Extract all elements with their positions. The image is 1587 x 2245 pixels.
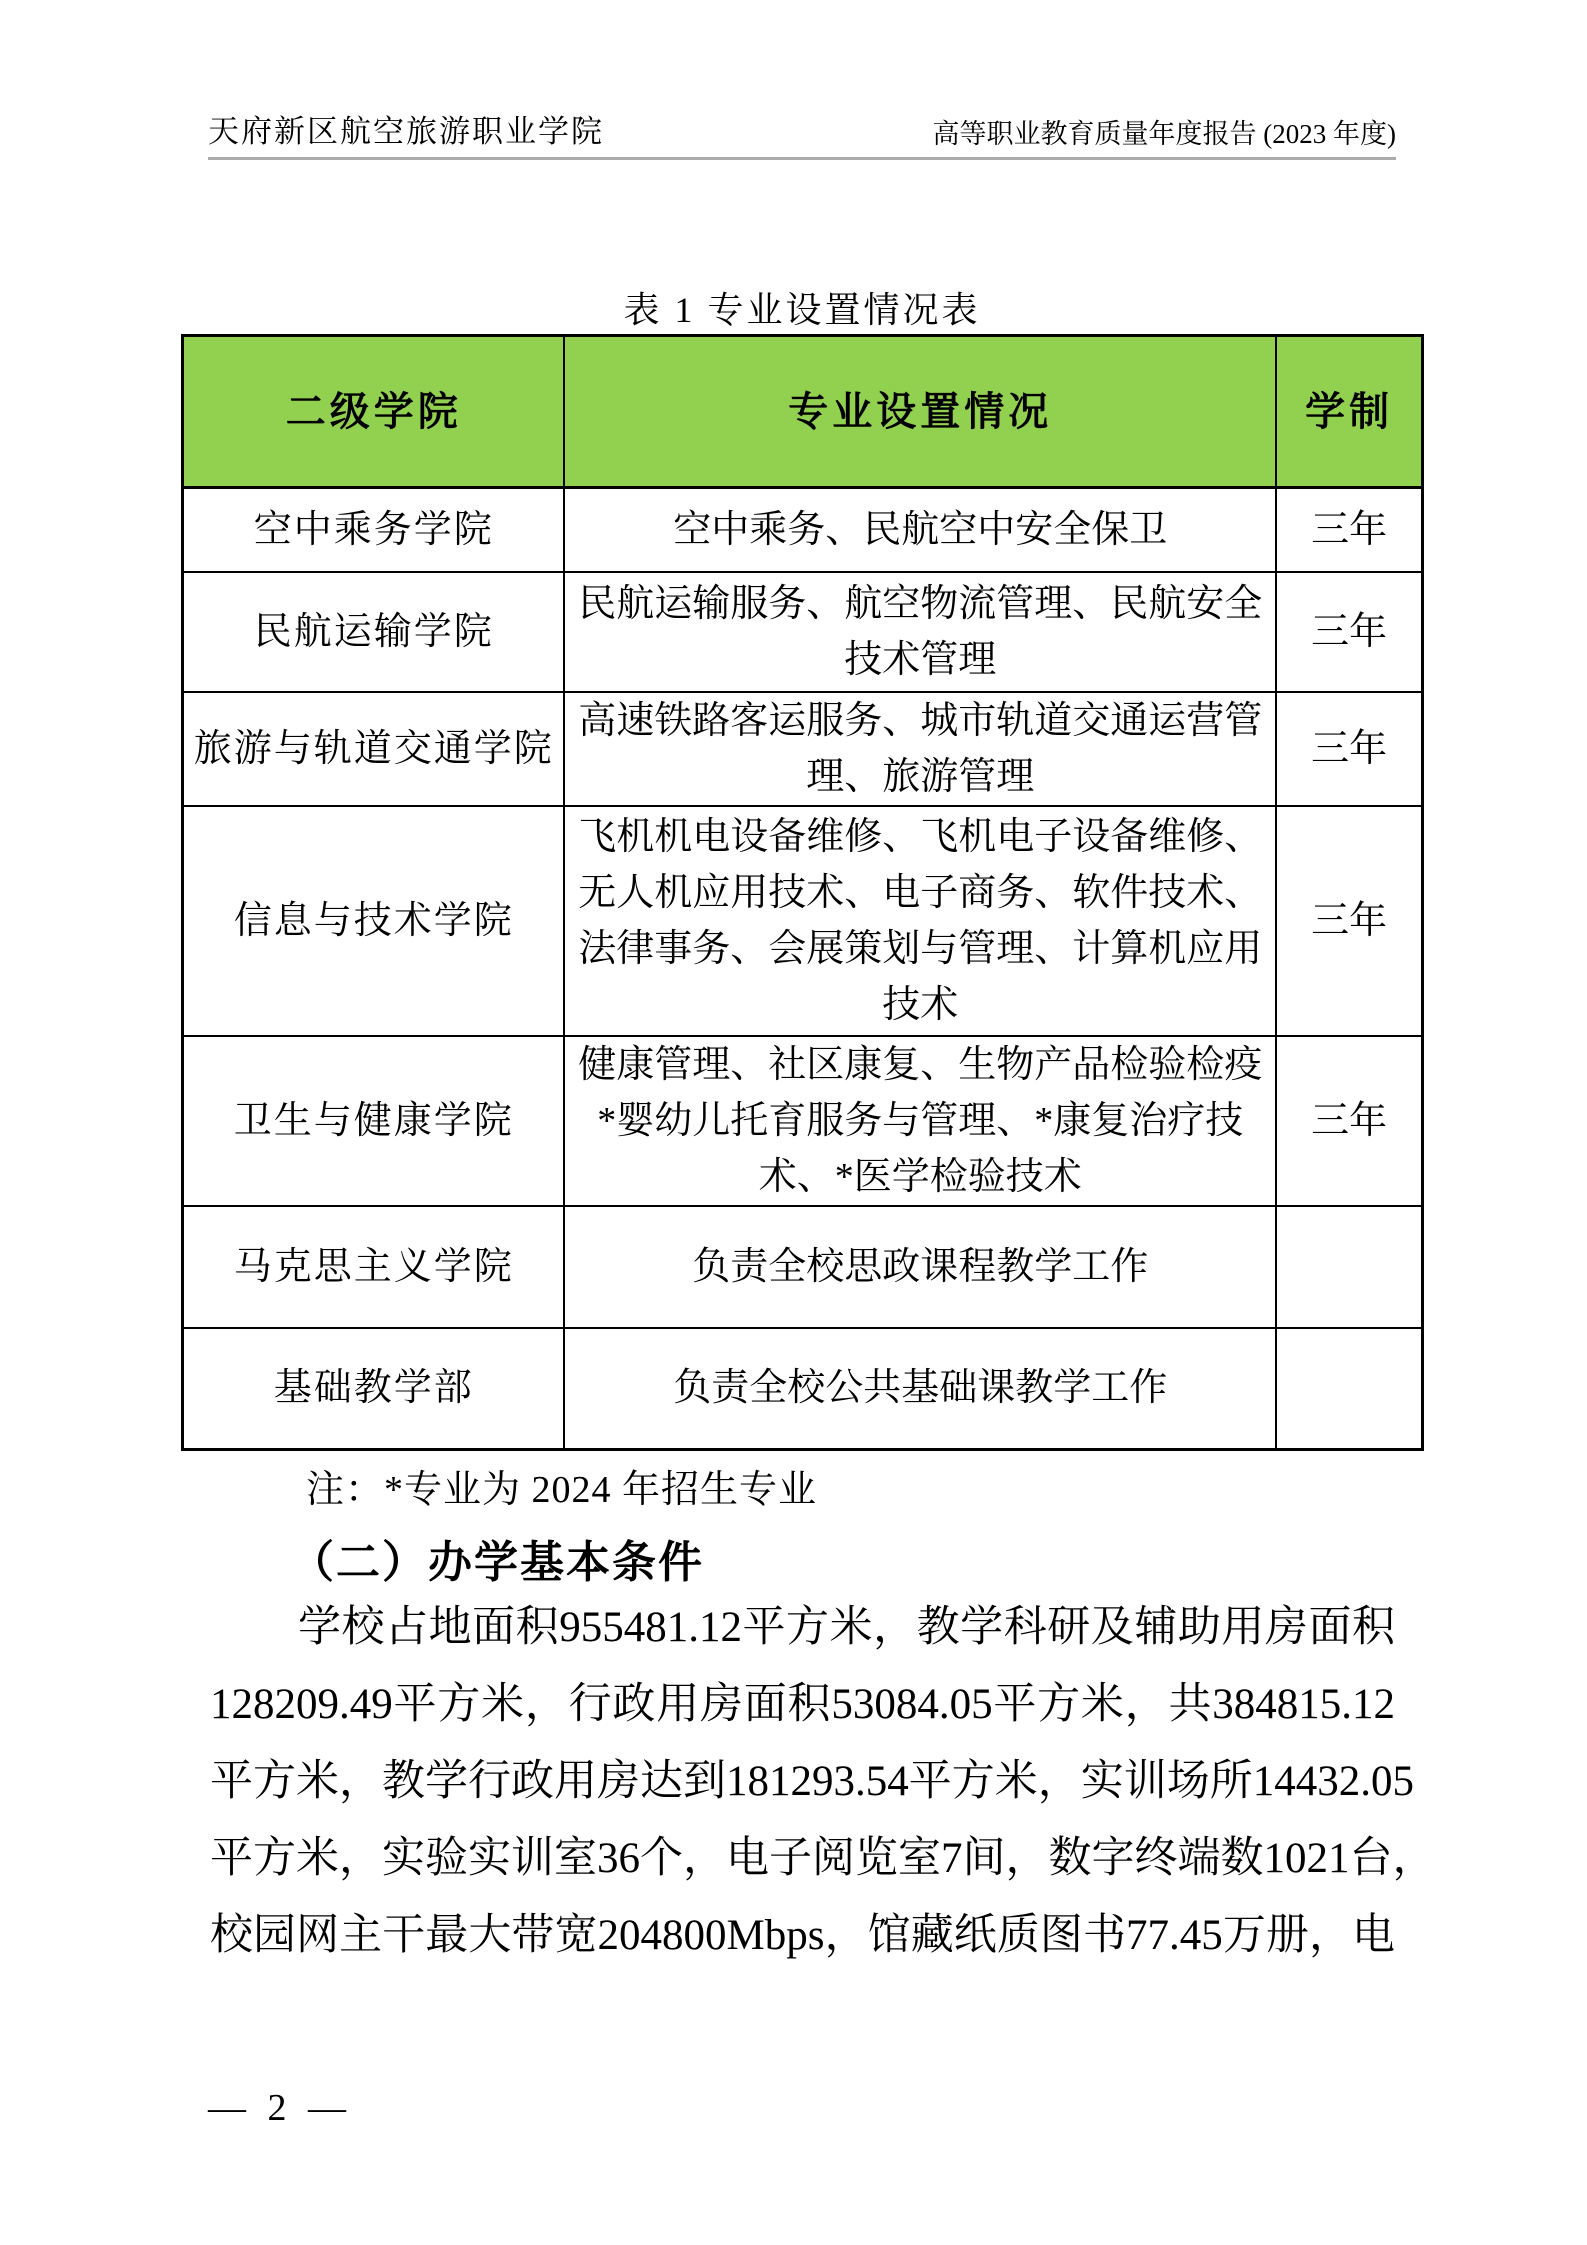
college-cell: 空中乘务学院 <box>183 488 565 572</box>
header-report-title: 高等职业教育质量年度报告 (2023 年度) <box>932 119 1396 149</box>
body-line: 校园网主干最大带宽204800Mbps，馆藏纸质图书77.45万册，电 <box>210 1912 1395 1959</box>
duration-cell: 三年 <box>1276 1036 1422 1206</box>
table-header-row <box>183 336 1423 488</box>
table-row <box>183 692 1423 806</box>
majors-table <box>181 334 1424 1451</box>
duration-cell: 三年 <box>1276 692 1422 806</box>
table-note: 注：*专业为 2024 年招生专业 <box>306 1469 818 1511</box>
page-header <box>208 108 1396 160</box>
majors-cell: 高速铁路客运服务、城市轨道交通运营管理、旅游管理 <box>564 692 1276 806</box>
table-row <box>183 1206 1423 1328</box>
college-cell: 卫生与健康学院 <box>183 1036 565 1206</box>
college-cell: 基础教学部 <box>183 1328 565 1450</box>
majors-cell: 负责全校公共基础课教学工作 <box>564 1328 1276 1450</box>
duration-cell <box>1276 1206 1422 1328</box>
majors-cell: 负责全校思政课程教学工作 <box>564 1206 1276 1328</box>
college-cell: 信息与技术学院 <box>183 806 565 1036</box>
header-school-name: 天府新区航空旅游职业学院 <box>208 114 604 149</box>
table-row <box>183 572 1423 692</box>
column-header-college: 二级学院 <box>183 336 565 488</box>
majors-cell: 民航运输服务、航空物流管理、民航安全技术管理 <box>564 572 1276 692</box>
section-heading: （二）办学基本条件 <box>290 1538 704 1587</box>
table-row <box>183 1328 1423 1450</box>
column-header-majors: 专业设置情况 <box>564 336 1276 488</box>
body-line: 平方米，教学行政用房达到181293.54平方米，实训场所14432.05 <box>210 1758 1414 1805</box>
table-title: 表 1 专业设置情况表 <box>623 290 981 330</box>
table-row <box>183 488 1423 572</box>
body-line: 128209.49平方米，行政用房面积53084.05平方米，共384815.12 <box>210 1681 1395 1728</box>
majors-cell: 飞机机电设备维修、飞机电子设备维修、无人机应用技术、电子商务、软件技术、法律事务、会展策划与管理、计算机应用技术 <box>564 806 1276 1036</box>
body-line: 学校占地面积955481.12平方米，教学科研及辅助用房面积 <box>298 1604 1395 1651</box>
duration-cell <box>1276 1328 1422 1450</box>
duration-cell: 三年 <box>1276 806 1422 1036</box>
table-row <box>183 806 1423 1036</box>
majors-cell: 健康管理、社区康复、生物产品检验检疫*婴幼儿托育服务与管理、*康复治疗技术、*医学检验技术 <box>564 1036 1276 1206</box>
college-cell: 马克思主义学院 <box>183 1206 565 1328</box>
majors-cell: 空中乘务、民航空中安全保卫 <box>564 488 1276 572</box>
body-paragraph <box>210 1589 1436 1974</box>
body-line: 平方米，实验实训室36个，电子阅览室7间，数字终端数1021台， <box>210 1835 1436 1882</box>
duration-cell: 三年 <box>1276 572 1422 692</box>
page-number: — 2 — <box>208 2087 352 2129</box>
table-row <box>183 1036 1423 1206</box>
duration-cell: 三年 <box>1276 488 1422 572</box>
column-header-duration: 学制 <box>1276 336 1422 488</box>
college-cell: 民航运输学院 <box>183 572 565 692</box>
college-cell: 旅游与轨道交通学院 <box>183 692 565 806</box>
